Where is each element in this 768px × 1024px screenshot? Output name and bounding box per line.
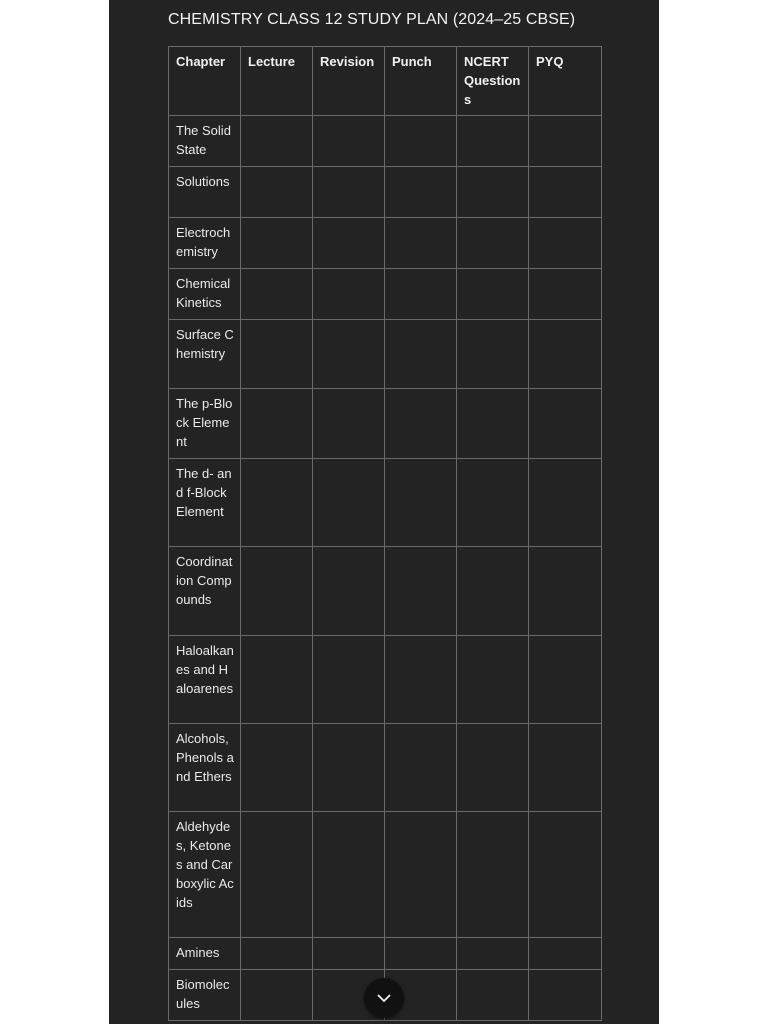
ncert-questions-cell	[457, 167, 529, 218]
revision-cell	[313, 167, 385, 218]
revision-cell	[313, 812, 385, 938]
punch-cell	[385, 218, 457, 269]
pyq-cell	[529, 218, 602, 269]
lecture-cell	[241, 724, 313, 812]
chapter-cell: Electrochemistry	[169, 218, 241, 269]
punch-cell	[385, 269, 457, 320]
revision-cell	[313, 547, 385, 636]
punch-cell	[385, 389, 457, 459]
header-chapter: Chapter	[169, 47, 241, 116]
pyq-cell	[529, 320, 602, 389]
pyq-cell	[529, 116, 602, 167]
pyq-cell	[529, 167, 602, 218]
header-pyq: PYQ	[529, 47, 602, 116]
pyq-cell	[529, 547, 602, 636]
lecture-cell	[241, 459, 313, 547]
table-row	[169, 269, 602, 320]
table-body	[169, 116, 602, 1021]
punch-cell	[385, 724, 457, 812]
table-row	[169, 116, 602, 167]
ncert-questions-cell	[457, 459, 529, 547]
ncert-questions-cell	[457, 269, 529, 320]
lecture-cell	[241, 389, 313, 459]
chapter-cell: Haloalkanes and Haloarenes	[169, 636, 241, 724]
ncert-questions-cell	[457, 320, 529, 389]
ncert-questions-cell	[457, 812, 529, 938]
chapter-cell: The p-Block Element	[169, 389, 241, 459]
header-lecture: Lecture	[241, 47, 313, 116]
revision-cell	[313, 218, 385, 269]
ncert-questions-cell	[457, 547, 529, 636]
pyq-cell	[529, 938, 602, 970]
pyq-cell	[529, 970, 602, 1021]
chevron-down-icon	[377, 994, 391, 1003]
lecture-cell	[241, 547, 313, 636]
chapter-cell: Surface Chemistry	[169, 320, 241, 389]
ncert-questions-cell	[457, 218, 529, 269]
ncert-questions-cell	[457, 724, 529, 812]
revision-cell	[313, 320, 385, 389]
revision-cell	[313, 389, 385, 459]
document-title: CHEMISTRY CLASS 12 STUDY PLAN (2024–25 CBSE)	[168, 11, 576, 28]
revision-cell	[313, 938, 385, 970]
table-row	[169, 812, 602, 938]
revision-cell	[313, 116, 385, 167]
table-row	[169, 938, 602, 970]
chapter-cell: Alcohols, Phenols and Ethers	[169, 724, 241, 812]
ncert-questions-cell	[457, 970, 529, 1021]
lecture-cell	[241, 636, 313, 724]
chapter-cell: Coordination Compounds	[169, 547, 241, 636]
punch-cell	[385, 636, 457, 724]
punch-cell	[385, 938, 457, 970]
chapter-cell: Biomolecules	[169, 970, 241, 1021]
lecture-cell	[241, 970, 313, 1021]
revision-cell	[313, 269, 385, 320]
lecture-cell	[241, 320, 313, 389]
table-row	[169, 636, 602, 724]
lecture-cell	[241, 269, 313, 320]
chapter-cell: Chemical Kinetics	[169, 269, 241, 320]
lecture-cell	[241, 812, 313, 938]
table-row	[169, 724, 602, 812]
punch-cell	[385, 116, 457, 167]
study-plan-table	[168, 46, 602, 1021]
pyq-cell	[529, 459, 602, 547]
lecture-cell	[241, 116, 313, 167]
pyq-cell	[529, 812, 602, 938]
chapter-cell: Amines	[169, 938, 241, 970]
header-ncert-questions: NCERT Questions	[457, 47, 529, 116]
scroll-down-button[interactable]	[364, 978, 404, 1018]
table-header-row	[169, 47, 602, 116]
ncert-questions-cell	[457, 389, 529, 459]
table-row	[169, 320, 602, 389]
punch-cell	[385, 320, 457, 389]
punch-cell	[385, 812, 457, 938]
ncert-questions-cell	[457, 636, 529, 724]
chapter-cell: The Solid State	[169, 116, 241, 167]
pyq-cell	[529, 269, 602, 320]
punch-cell	[385, 547, 457, 636]
table-row	[169, 218, 602, 269]
ncert-questions-cell	[457, 938, 529, 970]
punch-cell	[385, 167, 457, 218]
table-row	[169, 547, 602, 636]
table-row	[169, 459, 602, 547]
header-punch: Punch	[385, 47, 457, 116]
lecture-cell	[241, 938, 313, 970]
chapter-cell: Solutions	[169, 167, 241, 218]
revision-cell	[313, 636, 385, 724]
lecture-cell	[241, 218, 313, 269]
chapter-cell: The d- and f-Block Element	[169, 459, 241, 547]
revision-cell	[313, 724, 385, 812]
table-row	[169, 389, 602, 459]
ncert-questions-cell	[457, 116, 529, 167]
punch-cell	[385, 459, 457, 547]
document-page	[109, 0, 659, 1024]
revision-cell	[313, 459, 385, 547]
chapter-cell: Aldehydes, Ketones and Carboxylic Acids	[169, 812, 241, 938]
lecture-cell	[241, 167, 313, 218]
pyq-cell	[529, 724, 602, 812]
header-revision: Revision	[313, 47, 385, 116]
pyq-cell	[529, 636, 602, 724]
pyq-cell	[529, 389, 602, 459]
table-row	[169, 167, 602, 218]
